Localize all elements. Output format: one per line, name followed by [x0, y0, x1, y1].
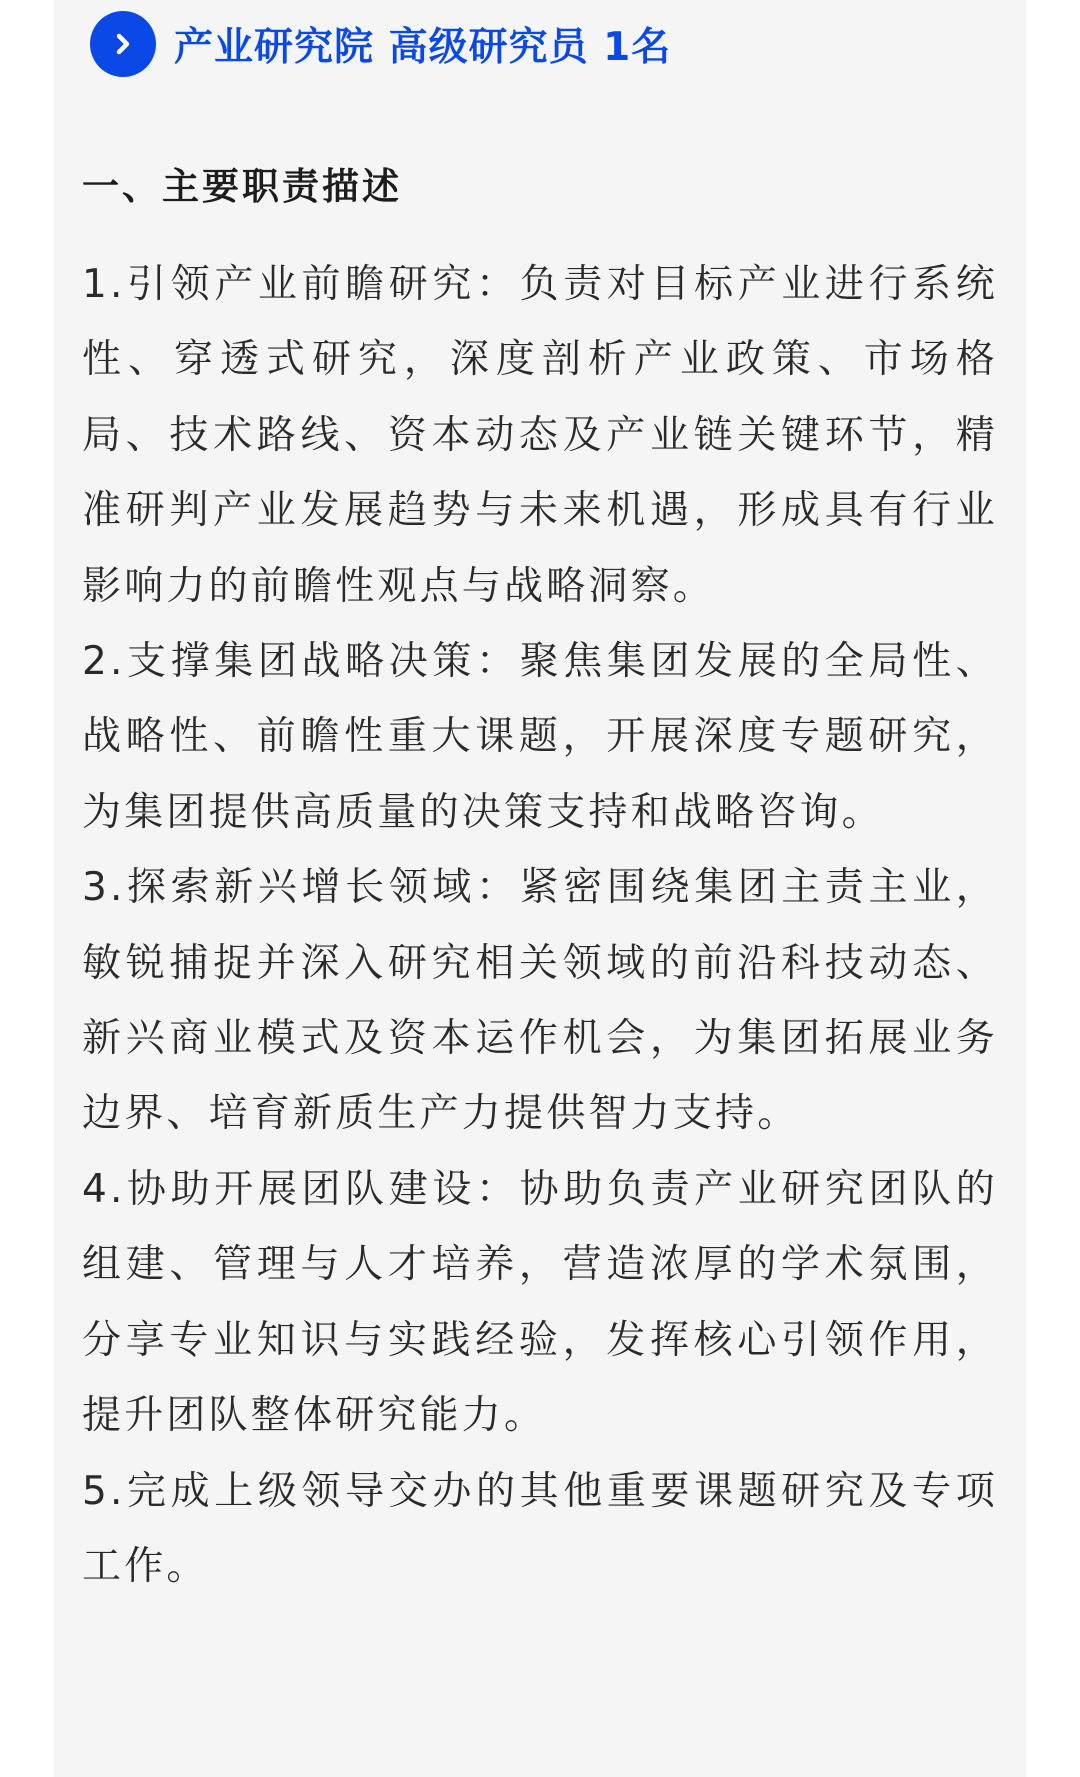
- position-header: [90, 10, 671, 78]
- duty-item: 3.探索新兴增长领域：紧密围绕集团主责主业，敏锐捕捉并深入研究相关领域的前沿科技动态、新兴商业模式及资本运作机会，为集团拓展业务边界、培育新质生产力提供智力支持。: [82, 865, 998, 1137]
- chevron-right-icon: [90, 11, 156, 77]
- section-title: 一、主要职责描述: [82, 165, 402, 208]
- duty-item: 2.支撑集团战略决策：聚焦集团发展的全局性、战略性、前瞻性重大课题，开展深度专题研究，为集团提供高质量的决策支持和战略咨询。: [82, 639, 998, 835]
- duty-item: 5.完成上级领导交办的其他重要课题研究及专项工作。: [82, 1468, 998, 1589]
- duties-list: [82, 247, 998, 1604]
- duty-item: 4.协助开展团队建设：协助负责产业研究团队的组建、管理与人才培养，营造浓厚的学术氛围，分享专业知识与实践经验，发挥核心引领作用，提升团队整体研究能力。: [82, 1166, 998, 1439]
- position-title: 产业研究院 高级研究员 1名: [174, 25, 672, 70]
- duty-item: 1.引领产业前瞻研究：负责对目标产业进行系统性、穿透式研究，深度剖析产业政策、市场格局、技术路线、资本动态及产业链关键环节，精准研判产业发展趋势与未来机遇，形成具有行业影响力的前瞻性观点与战略洞察。: [82, 262, 998, 609]
